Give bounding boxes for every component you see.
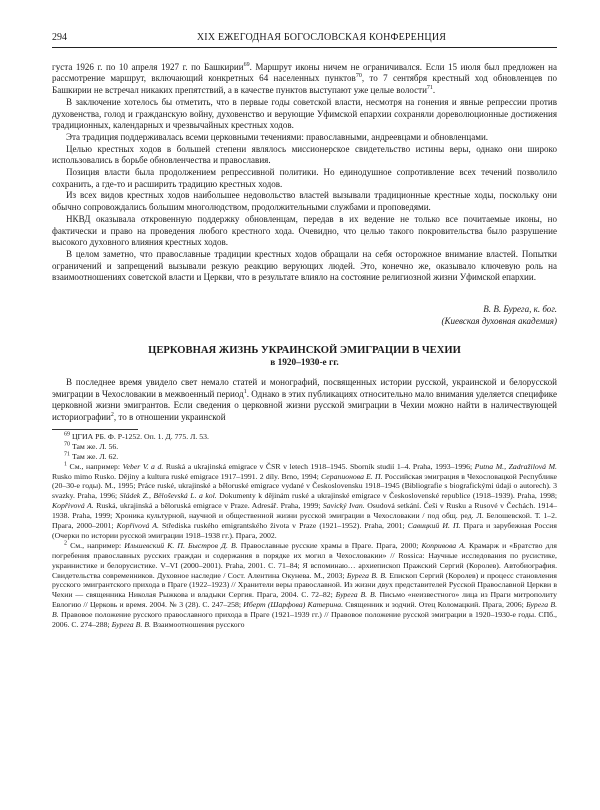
page-number: 294 <box>52 32 67 43</box>
article-subtitle: в 1920–1930-е гг. <box>270 358 339 369</box>
paragraph: Позиция власти была продолжением репрессивной политики. Но единодушное сопротивление всех течений позволило сохранить, а где-то и расширить традицию крестных ходов. <box>52 167 557 189</box>
footnote-ref[interactable]: 2 <box>110 412 114 419</box>
footnote-ref[interactable]: 71 <box>426 85 433 92</box>
footnote-ref[interactable]: 69 <box>243 61 250 68</box>
paragraph: Эта традиция поддерживалась всеми церковными течениями: православными, андреевцами и обновленцами. <box>66 131 489 142</box>
previous-article-body <box>52 62 557 284</box>
paragraph: Целью крестных ходов в большей степени являлось миссионерское свидетельство истины веры, однако они широко использовались в борьбе обновленчества и православия. <box>52 143 557 166</box>
paragraph: В последнее время увидело свет немало статей и монографий, посвященных истории русской, украинской и белорусской эмиграции в Чехословакии в межвоенный период$^1$. Однако в этих публикациях относительно мало внимания уделяется специфике церковной жизни эмигрантов. Если сведения о церковной жизни русской эмиграции в Чехии можно найти в наличествующей историографии$^2$, то в отношении украинской <box>52 377 557 423</box>
article-title: ЦЕРКОВНАЯ ЖИЗНЬ УКРАИНСКОЙ ЭМИГРАЦИИ В ЧЕХИИ <box>148 345 461 357</box>
paragraph: густа 1926 г. по 10 апреля 1927 г. по Башкирии$^{69}$. Маршрут иконы ничем не ограничивался. Если 15 июля был предложен на рассмотрение маршрут, включающий конкретных 64 населенных пунктов$^{70}$, то 7 сентября крестный ход обновленцев по Башкирии не встречал никаких препятствий, а в качестве пунктов выступают уже целые волости$^{71}$. <box>52 61 558 96</box>
author-affiliation: (Киевская духовная академия) <box>441 316 557 327</box>
footnote: $^2$ См., например: Ильшевский К. П. Быстров Д. В. Православные русские храмы в Праге. Прага, 2000; Копривова А. Крамарж и «Братство для погребения православных русских граждан и содержания в порядке их могил в Чехословакии» // Rossica: Научные исследования по русистике, украинистике и белорусистике. V–VI (2000–2001). Praha, 2001. С. 71–84; Я вспоминаю… архиепископ Пражский Сергий (Королев). Автобиография. Свидетельства современников. Духовное наследие / Сост. Алентина Окунева. М., 2003; Бурега В. В. Епископ Сергий (Королев) и процесс становления русского эмигрантского прихода в Праге (1922–1923) // Хранители веры православной. Из жизни двух представителей Русской Православной Церкви в Чехии — священника Николая Рыжкова и владыки Сергия. Прага, 2004. С. 72–82; Бурега В. В. Письмо «неизвестного» лица из Праги митрополиту Евлогию // Церковь и время. 2004. № 3 (28). С. 247–258; Иберт (Шарфова) Катерина. Священник и зодчий. Отец Коломацкий. Прага, 2006; Бурега В. В. Правовое положение русского православного прихода в Праге (1921–1939 гг.) // Правовое положение русской эмиграции в 1920–1930-е годы. СПб., 2006. С. 274–288; Бурега В. В. Взаимоотношения русского <box>52 540 558 630</box>
author-name: В. В. Бурега, к. бог. <box>483 304 557 315</box>
author-signature <box>52 303 557 327</box>
footnote-divider <box>52 429 138 430</box>
footnote-ref[interactable]: 70 <box>355 73 362 80</box>
footnote: $^{69}$ ЦГИА РБ. Ф. Р-1252. Оп. 1. Д. 775. Л. 53. <box>64 431 209 441</box>
paragraph: В заключение хотелось бы отметить, что в первые годы советской власти, несмотря на гонения и явные репрессии против духовенства, голод и гражданскую войну, духовенство и верующие Уфимской епархии сохраняли дореволюционные достижения традиционных, календарных и чрезвычайных крестных ходов. <box>52 96 557 131</box>
footnote: $^{70}$ Там же. Л. 56. <box>64 441 119 451</box>
paragraph: Из всех видов крестных ходов наибольшее недовольство властей вызывали традиционные крестные ходы, поскольку они обычно сопровождались большим многолюдством, продолжительными службами и проповедями. <box>52 190 557 213</box>
paragraph: В целом заметно, что православные традиции крестных ходов обращали на себя осторожное внимание властей. Попытки ограничений и запрещений вызывали резкую реакцию верующих людей. Это, конечно же, оказывало ключевую роль на взаимоотношениях советской власти и Церкви, что в результате влияло на состояние религиозной жизни Уфимской епархии. <box>52 248 557 283</box>
footnotes <box>52 432 557 630</box>
running-head <box>52 32 557 48</box>
running-title: XIX ЕЖЕГОДНАЯ БОГОСЛОВСКАЯ КОНФЕРЕНЦИЯ <box>196 32 447 43</box>
article-body <box>52 377 557 424</box>
footnote-ref[interactable]: 1 <box>243 388 247 395</box>
footnote: $^{71}$ Там же. Л. 62. <box>64 451 119 461</box>
footnote: $^1$ См., например: Veber V. a d. Ruská a ukrajinská emigrace v ČSR v letech 1918–1945. Sborník studií 1–4. Praha, 1993–1996; Putna M., Zadražilová M. Rusko mimo Rusko. Dějiny a kultura ruské emigrace 1917–1991. 2 díly. Brno, 1994; Серапионова Е. П. Российская эмиграция в Чехословацкой Республике (20–30-е годы). М., 1995; Práce ruské, ukrajinské a běloruské emigrace vydané v Československu 1918–1945 (Bibliografie s biografickými údaji o autorech). 3 svazky. Praha, 1996; Sládek Z., Běloševská L. a kol. Dokumenty k dějinám ruské a ukrajinské emigrace v Československé republice (1918–1939). Praha, 1998; Kopřivová A. Ruská, ukrajinská a běloruská emigrace v Praze. Adresář. Praha, 1999; Savický Ivan. Osudová setkání. Češi v Rusku a Rusové v Čechách. 1914–1938. Praha, 1999; Хроника культурной, научной и общественной жизни русской эмиграции в Чехословакии / под общ. ред. Л. Белошевской. Т. 1–2. Прага, 2000–2001; Kopřivová A. Střediska ruského emigrantského života v Praze (1921–1952). Praha, 2001; Савицкий И. П. Прага и зарубежная Россия (Очерки по истории русской эмиграции 1918–1938 гг.). Прага, 2002. <box>52 461 557 540</box>
paragraph: НКВД оказывала откровенную поддержку обновленцам, передав в их ведение не только все почитаемые иконы, но фактически и право на проведения любого крестного хода. Очевидно, что целью такого покровительства было разрушение высокого духовного влияния крестных ходов. <box>52 213 557 248</box>
